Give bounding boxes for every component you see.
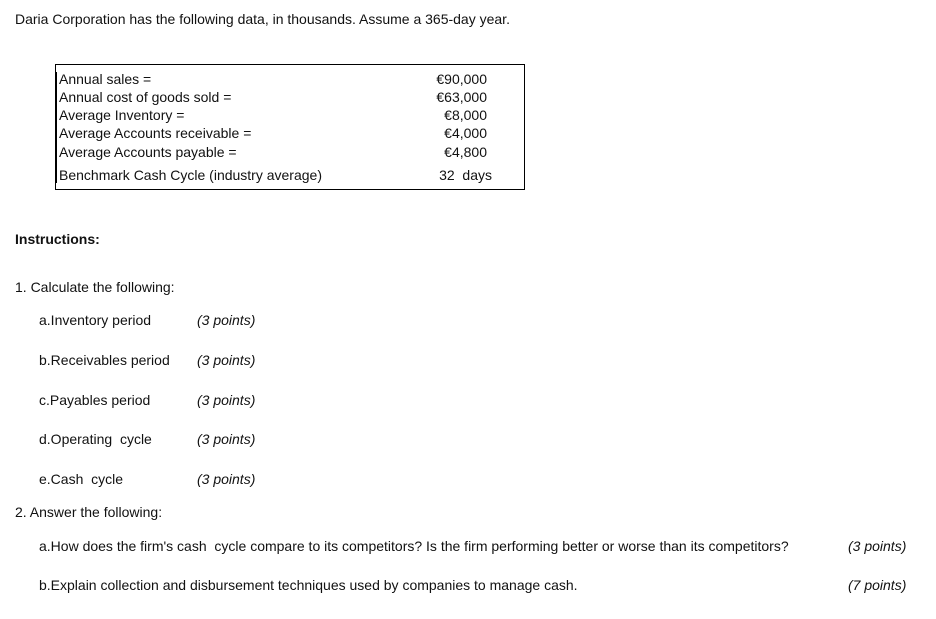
q2-item-label: b.Explain collection and disbursement techniques used by companies to manage cash. [39, 577, 578, 593]
row-value-annual-sales: €90,000 [436, 71, 487, 87]
q1-item-label: a.Inventory period [39, 312, 152, 328]
q1-item-points: (3 points) [197, 392, 256, 408]
q1-item-points: (3 points) [197, 431, 256, 447]
row-value-benchmark: 32 days [439, 167, 492, 183]
q1-item-points: (3 points) [197, 312, 256, 328]
q2-heading: 2. Answer the following: [15, 504, 163, 520]
row-label-annual-sales: Annual sales = [59, 71, 152, 87]
q1-item-label: b.Receivables period [39, 352, 170, 368]
q2-item-points: (3 points) [848, 538, 907, 554]
q1-item-points: (3 points) [197, 471, 256, 487]
row-value-inventory: €8,000 [444, 107, 487, 123]
row-label-cogs: Annual cost of goods sold = [59, 89, 232, 105]
q1-heading: 1. Calculate the following: [15, 279, 175, 295]
row-value-cogs: €63,000 [436, 89, 487, 105]
row-label-receivable: Average Accounts receivable = [59, 125, 252, 141]
q2-item-label: a.How does the firm's cash cycle compare to its competitors? Is the firm performing better or worse than its competitors? [39, 538, 789, 554]
intro-text: Daria Corporation has the following data, in thousands. Assume a 365-day year. [15, 11, 510, 27]
row-label-benchmark: Benchmark Cash Cycle (industry average) [59, 167, 322, 183]
row-value-payable: €4,800 [444, 144, 487, 160]
q1-item-label: d.Operating cycle [39, 431, 152, 447]
table-divider [56, 72, 57, 183]
q1-item-points: (3 points) [197, 352, 256, 368]
data-table [55, 64, 525, 190]
q1-item-label: e.Cash cycle [39, 471, 124, 487]
instructions-heading: Instructions: [15, 231, 100, 247]
q1-item-label: c.Payables period [39, 392, 151, 408]
row-label-payable: Average Accounts payable = [59, 144, 237, 160]
row-value-receivable: €4,000 [444, 125, 487, 141]
q2-item-points: (7 points) [848, 577, 907, 593]
row-label-inventory: Average Inventory = [59, 107, 185, 123]
